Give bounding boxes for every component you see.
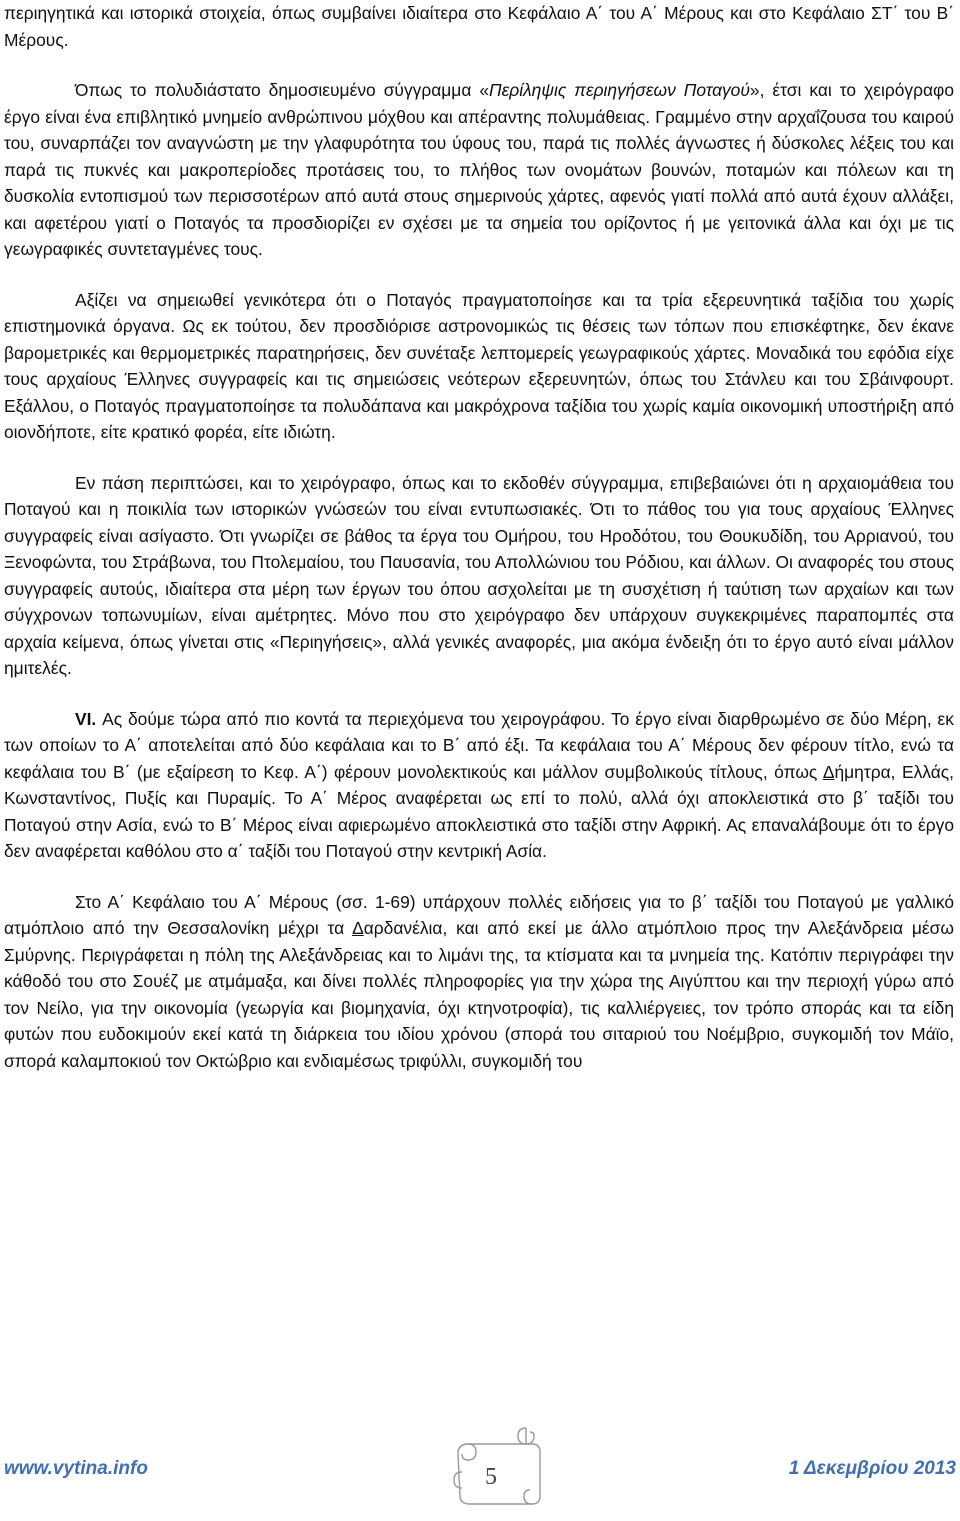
paragraph-text-segment: Δ xyxy=(352,918,364,938)
paragraph-text-segment: Εν πάση περιπτώσει, και το χειρόγραφο, όπως και το εκδοθέν σύγγραμμα, επιβεβαιώνει ότι η αρχαιομάθεια του Ποταγού και η ποικιλία των ιστορικών γνώσεών του είναι εντυπωσιακές. Ότι το πάθος του για τους αρχαίους Έλληνες συγγραφείς είναι ασίγαστο. Ότι γνωρίζει σε βάθος τα έργα του Ομήρου, του Ηροδότου, του Θουκυδίδη, του Αρριανού, του Ξενοφώντα, του Στράβωνα, του Πτολεμαίου, του Παυσανία, του Απολλώνιου του Ρόδιου, και άλλων. Οι αναφορές του στους συγγραφείς αυτούς, ιδιαίτερα στα μέρη των έργων του όπου ασχολείται με τη συσχέτιση ή ταύτιση των αρχαίων και των σύγχρονων τοπωνυμίων, είναι αμέτρητες. Μόνο που στο χειρόγραφο δεν υπάρχουν συγκεκριμένες παραπομπές στα αρχαία κείμενα, όπως γίνεται στις «Περιηγήσεις», αλλά γενικές αναφορές, μια ακόμα ένδειξη ότι το έργο αυτό είναι μάλλον ημιτελές. xyxy=(4,472,954,678)
paragraph-text-segment: », έτσι και το χειρόγραφο έργο είναι ένα επιβλητικό μνημείο ανθρώπινου μόχθου και απέραντης πολυμάθειας. Γραμμένο στην αρχαΐζουσα του καιρού του, συναρπάζει τον αναγνώστη με την γλαφυρότητα του ύφους του, παρά τις πολλές άγνωστες ή δύσκολες λέξεις του και παρά τις πυκνές και μακροπερίοδες προτάσεις του, το πλήθος των ονομάτων βουνών, ποταμών και πόλεων και τη δυσκολία εντοπισμού των περισσοτέρων από αυτά στους σημερινούς χάρτες, αφενός γιατί πολλά από αυτά έχουν αλλάξει, και αφετέρου γιατί ο Ποταγός τα προσδιορίζει εν σχέσει με τα σημεία του ορίζοντος ή με γειτονικά άλλα και όχι με τις γεωγραφικές συντεταγμένες τους. xyxy=(4,80,954,259)
paragraph-text-segment: VI. xyxy=(75,708,97,729)
page-footer xyxy=(4,1420,956,1510)
paragraph-text-segment: περιηγητικά και ιστορικά στοιχεία, όπως συμβαίνει ιδιαίτερα στο Κεφάλαιο Α΄ του Α΄ Μέρους και στο Κεφάλαιο ΣΤ΄ του Β΄ Μέρους. xyxy=(4,3,954,50)
paragraph-3 xyxy=(4,287,954,446)
paragraph-text-segment: ήμητρα, Ελλάς, Κωνσταντίνος, Πυξίς και Πυραμίς. Το Α΄ Μέρος αναφέρεται ως επί το πολύ, αλλά όχι αποκλειστικά στο β΄ ταξίδι του Ποταγού στην Ασία, ενώ το Β΄ Μέρος είναι αφιερωμένο αποκλειστικά στο ταξίδι στην Αφρική. Ας επαναλάβουμε ότι το έργο δεν αναφέρεται καθόλου στο α΄ ταξίδι του Ποταγού στην κεντρική Ασία. xyxy=(4,761,954,861)
paragraph-text-segment: Δ xyxy=(822,761,835,782)
page-number: 5 xyxy=(485,1464,497,1490)
paragraph-2 xyxy=(4,77,954,263)
paragraph-text-segment: Ας δούμε τώρα από πιο κοντά τα περιεχόμενα του χειρογράφου. Το έργο είναι διαρθρωμένο σε δύο Μέρη, εκ των οποίων το Α΄ αποτελείται από δύο κεφάλαια και το Β΄ από έξι. Τα κεφάλαια του Α΄ Μέρους δεν φέρουν τίτλο, ενώ τα κεφάλαια του Β΄ (με εξαίρεση το Κεφ. Α΄) φέρουν μονολεκτικούς και μάλλον συμβολικούς τίτλους, όπως xyxy=(4,708,954,782)
paragraph-6 xyxy=(4,889,954,1075)
document-body xyxy=(4,0,954,1074)
paragraph-text-segment: Αξίζει να σημειωθεί γενικότερα ότι ο Ποταγός πραγματοποίησε και τα τρία εξερευνητικά ταξίδια του χωρίς επιστημονικά όργανα. Ως εκ τούτου, δεν προσδιόρισε αστρονομικώς τις θέσεις των τόπων που επισκέφτηκε, δεν έκανε βαρομετρικές και θερμομετρικές παρατηρήσεις, δεν συνέταξε λεπτομερείς γεωγραφικούς χάρτες. Μοναδικά του εφόδια είχε τους αρχαίους Έλληνες συγγραφείς και τις σημειώσεις νεότερων εξερευνητών, όπως του Στάνλευ και του Σβάινφουρτ. Εξάλλου, ο Ποταγός πραγματοποίησε τα πολυδάπανα και μακρόχρονα ταξίδια του χωρίς καμία οικονομική υποστήριξη από οιονδήποτε, είτε κρατικό φορέα, είτε ιδιώτη. xyxy=(4,289,954,442)
paragraph-text-segment: Περίληψις περιηγήσεων Ποταγού xyxy=(489,80,750,100)
paragraph-text-segment: Στο Α΄ Κεφάλαιο του Α΄ Μέρους (σσ. 1-69) υπάρχουν πολλές ειδήσεις για το β΄ ταξίδι του Ποταγού με γαλλικό ατμόπλοιο από την Θεσσαλονίκη μέχρι τα xyxy=(4,891,954,938)
paragraph-4 xyxy=(4,470,954,682)
paragraph-text-segment: αρδανέλια, και από εκεί με άλλο ατμόπλοιο προς την Αλεξάνδρεια μέσω Σμύρνης. Περιγράφεται η πόλη της Αλεξάνδρειας και το λιμάνι της, τα κτίσματα και τα μνημεία της. Κατόπιν περιγράφει την κάθοδό του στο Σουέζ με ατμάμαξα, και δίνει πολλές πληροφορίες για την χώρα της Αιγύπτου και την περιοχή γύρω από τον Νείλο, για την οικονομία (γεωργία και βιομηχανία, όχι κτηνοτροφία), τις καλλιέργειες, τον τρόπο σποράς και τα είδη φυτών που ευδοκιμούν εκεί κατά τη διάρκεια του ιδίου χρόνου (σπορά του σιταριού του Νοέμβριο, συγκομιδή τον Μάϊο, σπορά καλαμποκιού τον Οκτώβριο και ενδιαμέσως τριφύλλι, συγκομιδή του xyxy=(4,918,954,1071)
paragraph-1 xyxy=(4,0,954,53)
footer-url-link[interactable]: www.vytina.info xyxy=(4,1458,148,1479)
paragraph-5 xyxy=(4,706,954,865)
footer-date: 1 Δεκεμβρίου 2013 xyxy=(788,1458,956,1479)
paragraph-text-segment: Όπως το πολυδιάστατο δημοσιευμένο σύγγραμμα « xyxy=(75,80,490,100)
